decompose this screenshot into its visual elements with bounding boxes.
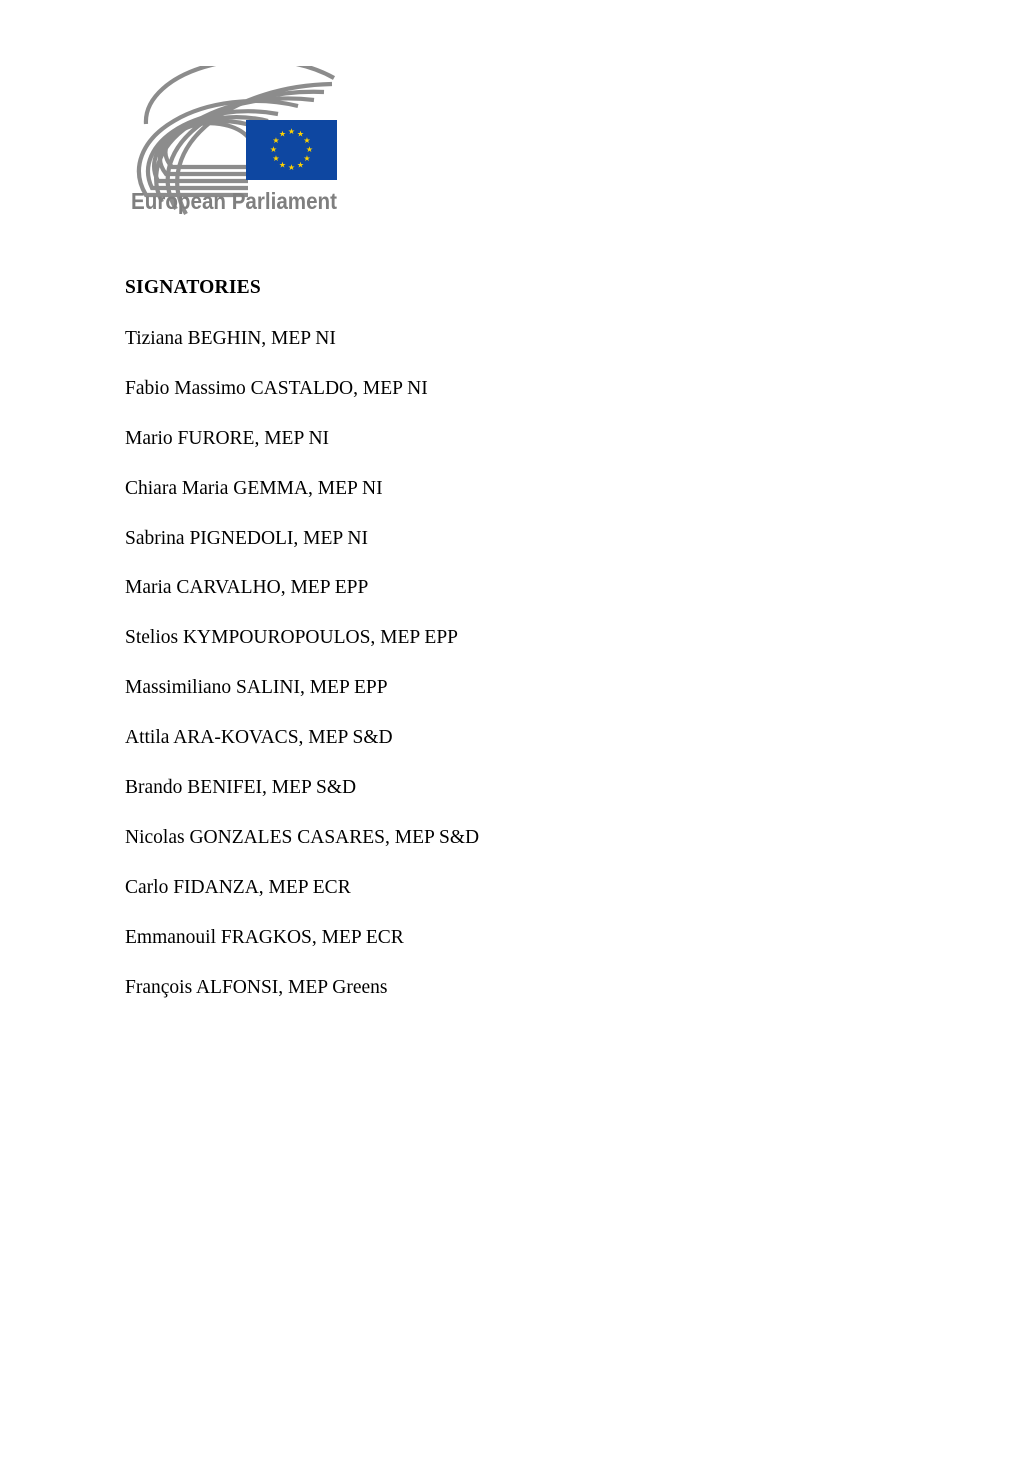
hemicycle-icon xyxy=(128,66,342,218)
signatory-item: Fabio Massimo CASTALDO, MEP NI xyxy=(125,377,428,399)
signatory-item: Mario FURORE, MEP NI xyxy=(125,427,330,449)
european-parliament-logo xyxy=(128,66,342,218)
signatory-item: Brando BENIFEI, MEP S&D xyxy=(125,777,357,799)
svg-text:★: ★ xyxy=(272,154,280,163)
svg-text:★: ★ xyxy=(287,163,296,172)
signatory-item: François ALFONSI, MEP Greens xyxy=(125,976,388,998)
signatory-item: Chiara Maria GEMMA, MEP NI xyxy=(125,477,383,499)
signatories-list xyxy=(125,327,479,1025)
svg-text:★: ★ xyxy=(272,136,280,145)
signatory-item: Maria CARVALHO, MEP EPP xyxy=(125,577,369,599)
svg-text:★: ★ xyxy=(287,127,296,136)
signatory-item: Emmanouil FRAGKOS, MEP ECR xyxy=(125,926,404,948)
signatory-item: Nicolas GONZALES CASARES, MEP S&D xyxy=(125,826,480,848)
logo-wordmark: European Parliament xyxy=(131,188,338,214)
signatory-item: Stelios KYMPOUROPOULOS, MEP EPP xyxy=(125,627,459,649)
signatory-item: Massimiliano SALINI, MEP EPP xyxy=(125,677,388,699)
signatory-item: Sabrina PIGNEDOLI, MEP NI xyxy=(125,527,368,549)
signatory-item: Tiziana BEGHIN, MEP NI xyxy=(125,328,336,349)
svg-text:★: ★ xyxy=(296,160,305,170)
svg-text:★: ★ xyxy=(278,129,287,139)
page-heading: SIGNATORIES xyxy=(125,277,261,298)
svg-text:★: ★ xyxy=(305,145,314,154)
svg-text:★: ★ xyxy=(269,145,278,154)
svg-text:★: ★ xyxy=(303,136,311,145)
signatory-item: Carlo FIDANZA, MEP ECR xyxy=(125,876,351,898)
svg-text:★: ★ xyxy=(278,160,287,170)
svg-text:★: ★ xyxy=(303,154,311,163)
signatory-item: Attila ARA-KOVACS, MEP S&D xyxy=(125,727,393,749)
svg-text:★: ★ xyxy=(296,129,305,139)
